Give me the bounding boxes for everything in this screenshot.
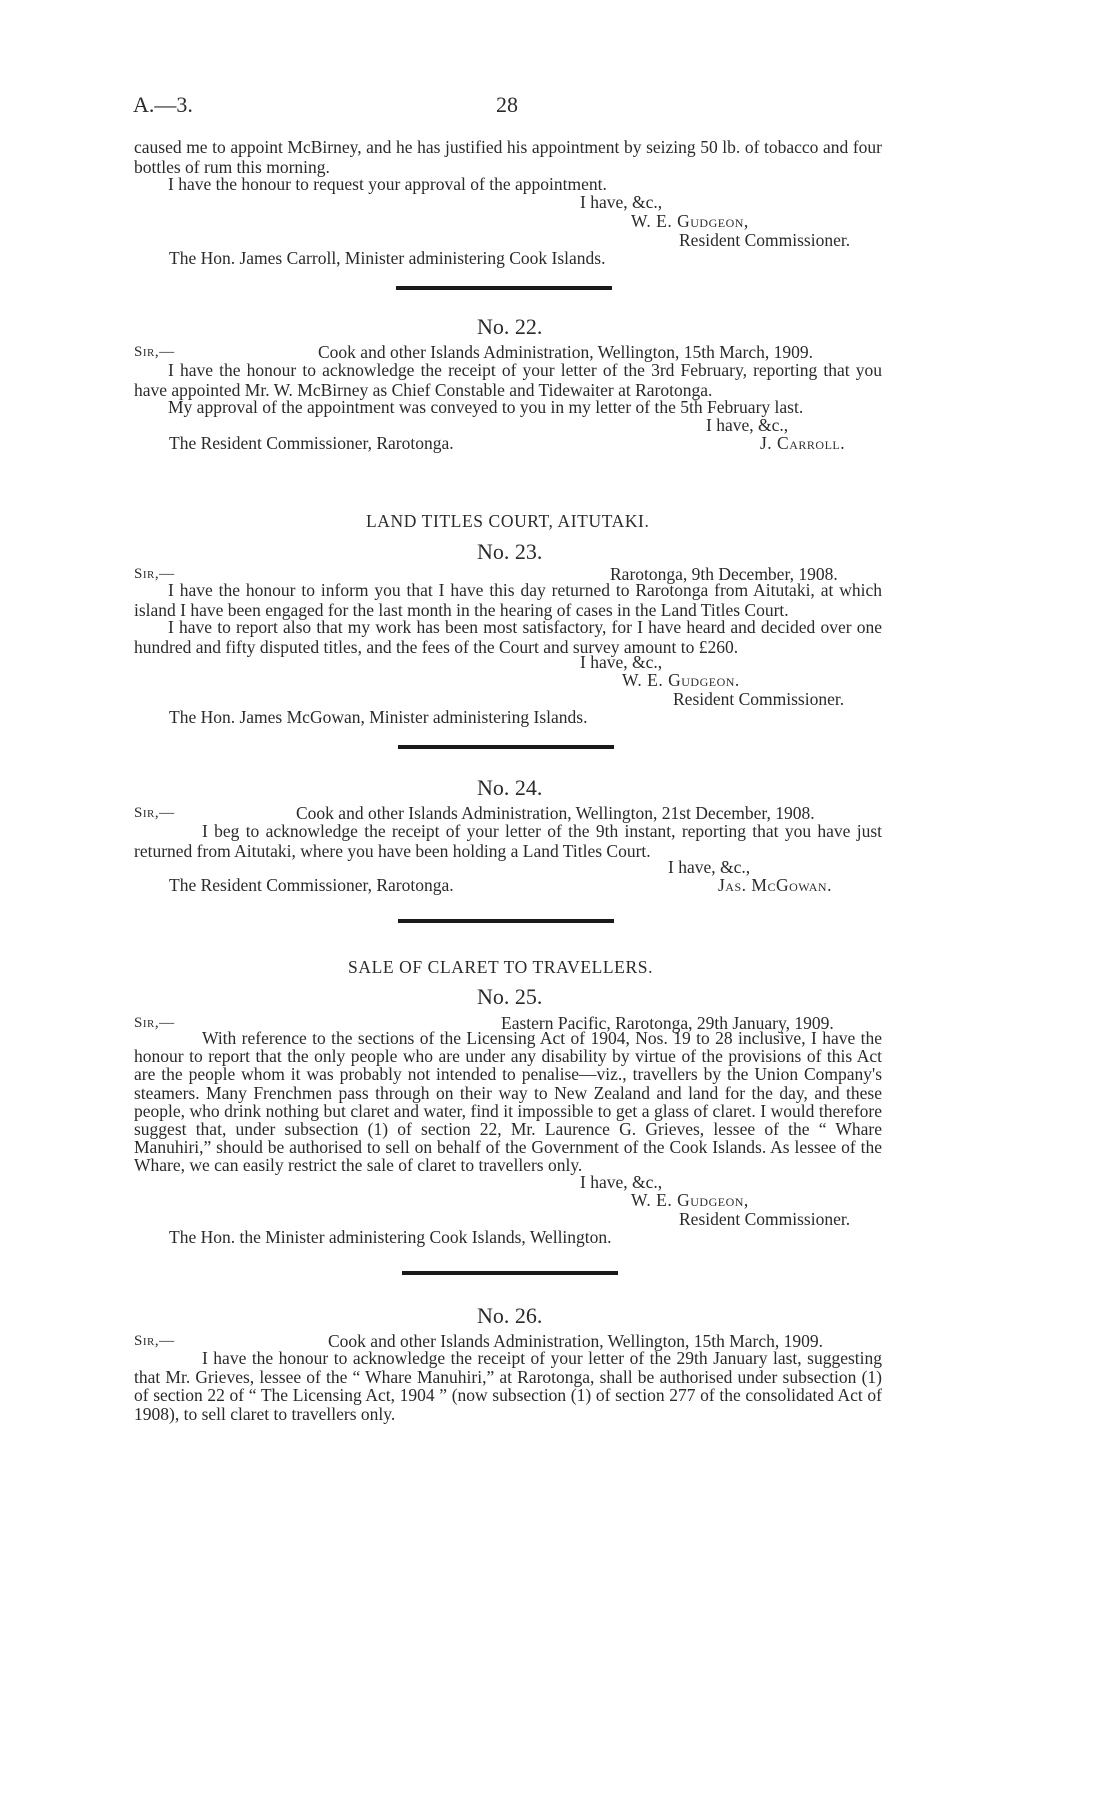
letter-number: No. 22. (477, 314, 543, 339)
signature: W. E. Gudgeon, (631, 211, 749, 231)
salutation: Sir,— (134, 344, 175, 360)
addressee: The Hon. James McGowan, Minister administering Islands. (169, 707, 588, 727)
letter-paragraph: I have the honour to acknowledge the receipt of your letter of the 29th January last, suggesting that Mr. Grieves, lessee of the “ Whare Manuhiri,” at Rarotonga, shall be authorised under subsection (1) of section 22 of “ The Licensing Act, 1904 ” (now subsection (1) of section 277 of the consolidated Act of 1908), to sell claret to travellers only. (134, 1348, 882, 1424)
cont-paragraph: caused me to appoint McBirney, and he has justified his appointment by seizing 50 lb. of tobacco and four bottles of rum this morning. (134, 137, 882, 178)
dateline: Cook and other Islands Administration, Wellington, 15th March, 1909. (328, 1331, 824, 1351)
closing: I have, &c., (668, 857, 751, 877)
letter-paragraph: My approval of the appointment was conveyed to you in my letter of the 5th February last. (168, 397, 804, 417)
signature: W. E. Gudgeon. (622, 670, 740, 690)
signature: W. E. Gudgeon, (631, 1190, 749, 1210)
cont-paragraph: I have the honour to request your approval of the appointment. (168, 174, 607, 194)
section-divider (402, 1271, 618, 1275)
letter-paragraph: I have the honour to inform you that I have this day returned to Rarotonga from Aitutaki, at which island I have been engaged for the last month in the hearing of cases in the Land Titles Court. (134, 580, 882, 621)
signature: Jas. McGowan. (718, 875, 832, 895)
signatory-title: Resident Commissioner. (679, 1209, 851, 1229)
closing: I have, &c., (706, 415, 789, 435)
section-divider (398, 919, 614, 923)
dateline: Cook and other Islands Administration, Wellington, 21st December, 1908. (296, 803, 815, 823)
closing: I have, &c., (580, 1172, 663, 1192)
closing: I have, &c., (580, 652, 663, 672)
salutation: Sir,— (134, 805, 175, 821)
salutation: Sir,— (134, 1333, 175, 1349)
closing: I have, &c., (580, 192, 663, 212)
page-number: 28 (496, 92, 518, 117)
section-heading: SALE OF CLARET TO TRAVELLERS. (348, 957, 654, 977)
dateline: Rarotonga, 9th December, 1908. (610, 564, 838, 584)
dateline: Cook and other Islands Administration, Wellington, 15th March, 1909. (318, 342, 814, 362)
letter-number: No. 23. (477, 539, 543, 564)
addressee: The Hon. James Carroll, Minister administering Cook Islands. (169, 248, 606, 268)
letter-paragraph: I have to report also that my work has been most satisfactory, for I have heard and decided over one hundred and fifty disputed titles, and the fees of the Court and survey amount to £260. (134, 617, 882, 658)
dateline: Eastern Pacific, Rarotonga, 29th January, 1909. (501, 1013, 834, 1033)
signatory-title: Resident Commissioner. (679, 230, 851, 250)
addressee: The Resident Commissioner, Rarotonga. (169, 433, 454, 453)
section-divider (398, 745, 614, 749)
letter-number: No. 24. (477, 775, 543, 800)
salutation: Sir,— (134, 1015, 175, 1031)
salutation: Sir,— (134, 566, 175, 582)
addressee: The Resident Commissioner, Rarotonga. (169, 875, 454, 895)
section-heading: LAND TITLES COURT, AITUTAKI. (366, 511, 650, 531)
letter-paragraph: With reference to the sections of the Licensing Act of 1904, Nos. 19 to 28 inclusive, I have the honour to report that the only people who are under any disability by virtue of the provisions of this Act are the people whom it was probably not intended to penalise—viz., travellers by the Union Company's steamers. Many Frenchmen pass through on their way to New Zealand and land for the day, and these people, who drink nothing but claret and water, find it impossible to get a glass of claret. I would therefore suggest that, under subsection (1) of section 22, Mr. Laurence G. Grieves, lessee of the “ Whare Manuhiri,” should be authorised to sell on behalf of the Government of the Cook Islands. As lessee of the Whare, we can easily restrict the sale of claret to travellers only. (134, 1028, 882, 1176)
letter-number: No. 26. (477, 1303, 543, 1328)
letter-paragraph: I have the honour to acknowledge the receipt of your letter of the 3rd February, reporting that you have appointed Mr. W. McBirney as Chief Constable and Tidewaiter at Rarotonga. (134, 360, 882, 401)
addressee: The Hon. the Minister administering Cook Islands, Wellington. (169, 1227, 612, 1247)
signature: J. Carroll. (760, 433, 846, 453)
letter-paragraph: I beg to acknowledge the receipt of your letter of the 9th instant, reporting that you have just returned from Aitutaki, where you have been holding a Land Titles Court. (134, 821, 882, 862)
section-divider (396, 286, 612, 290)
signatory-title: Resident Commissioner. (673, 689, 845, 709)
document-reference: A.—3. (133, 92, 193, 117)
letter-number: No. 25. (477, 984, 543, 1009)
